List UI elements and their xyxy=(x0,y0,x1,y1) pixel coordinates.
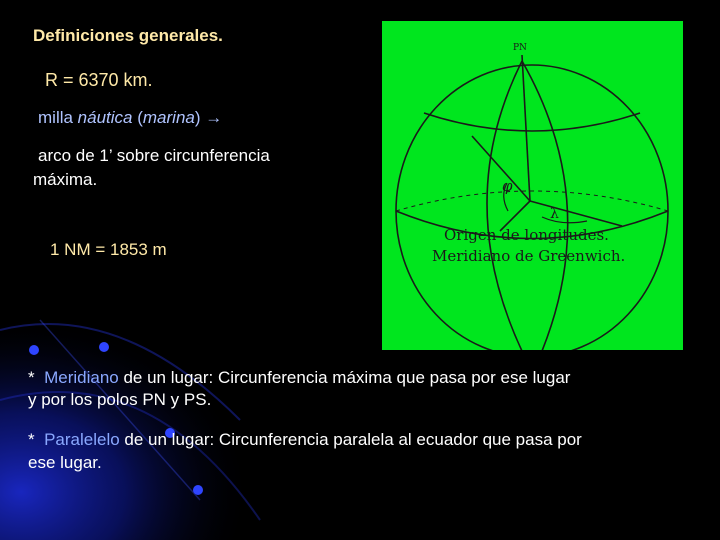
parallel-definition xyxy=(28,428,582,474)
meridian-text-line1: de un lugar: Circunferencia máxima que pasa por ese lugar xyxy=(118,368,571,387)
nm-term-nautica: náutica xyxy=(77,108,133,127)
earth-radius: R = 6370 km. xyxy=(45,70,153,90)
radius-to-point xyxy=(472,136,530,201)
nm-prefix: milla xyxy=(38,108,78,127)
globe-figure xyxy=(382,21,683,350)
figure-caption-line-2: Meridiano de Greenwich. xyxy=(432,247,626,265)
parallel-term: Paralelelo xyxy=(44,430,120,449)
definition-line-2: máxima. xyxy=(33,170,98,189)
nm-open-paren: ( xyxy=(132,108,143,127)
decor-dot-4 xyxy=(193,485,203,495)
decor-dot-2 xyxy=(99,342,109,352)
nm-suffix-arrow: ) → xyxy=(194,108,223,127)
nautical-mile-term xyxy=(38,108,222,128)
phi-label: φ xyxy=(502,177,513,195)
polar-axis xyxy=(522,55,530,201)
nautical-mile-equivalence: 1 NM = 1853 m xyxy=(50,240,167,259)
slide-title: Definiciones generales. xyxy=(33,26,223,45)
sphere-outline xyxy=(396,65,668,350)
meridian-term: Meridiano xyxy=(44,368,119,387)
nm-term-marina: marina xyxy=(142,108,195,127)
globe-drawing xyxy=(382,21,683,350)
meridian-definition xyxy=(28,367,570,411)
definition-line-1: arco de 1’ sobre circunferencia xyxy=(38,146,270,165)
parallel-text-line2: ese lugar. xyxy=(28,453,102,472)
meridian-bullet: * xyxy=(28,368,35,387)
parallel-bullet: * xyxy=(28,430,35,449)
decor-dot-1 xyxy=(29,345,39,355)
lambda-label: λ xyxy=(550,206,559,222)
meridian-text-line2: y por los polos PN y PS. xyxy=(28,390,212,409)
parallel-text-line1: de un lugar: Circunferencia paralela al ecuador que pasa por xyxy=(119,430,582,449)
pole-label: PN xyxy=(513,43,527,53)
figure-caption-line-1: Origen de longitudes. xyxy=(444,226,609,244)
parallel-line xyxy=(424,113,640,131)
meridian-line-2 xyxy=(487,61,522,350)
lambda-arc xyxy=(542,217,587,223)
